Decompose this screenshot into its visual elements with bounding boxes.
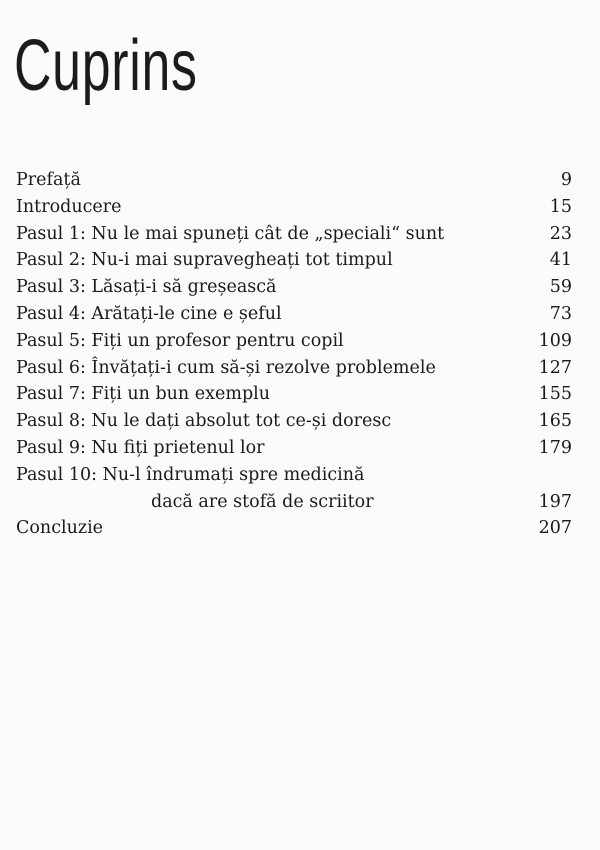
toc-entry-page-number: 179 (538, 437, 572, 458)
toc-entry-page-number: 73 (549, 303, 572, 324)
toc-entry-title: Pasul 3: Lăsați-i să greșească (16, 277, 277, 298)
toc-entry-title: Pasul 2: Nu-i mai supravegheați tot timpul (16, 250, 393, 271)
toc-entry-title: Pasul 4: Arătați-le cine e șeful (16, 303, 282, 324)
toc-entry-title: Pasul 5: Fiți un profesor pentru copil (16, 330, 344, 351)
toc-entry-page-number: 15 (549, 196, 572, 217)
toc-entry (16, 301, 572, 328)
toc-entry-title: Concluzie (16, 518, 104, 539)
toc-entry (16, 194, 572, 221)
toc-entry-title-continuation: dacă are stofă de scriitor (151, 491, 374, 512)
toc-entry-title: Pasul 6: Învățați-i cum să-și rezolve problemele (16, 357, 436, 378)
toc-entry (16, 408, 572, 435)
toc-entry-page-number: 197 (538, 491, 572, 512)
toc-entry (16, 462, 572, 516)
toc-entry-title: Pasul 7: Fiți un bun exemplu (16, 384, 271, 405)
toc-entry-title: Introducere (16, 196, 122, 217)
toc-entry (16, 381, 572, 408)
toc-entry-title: Pasul 8: Nu le dați absolut tot ce-și doresc (16, 411, 392, 432)
toc-entry-title: Pasul 1: Nu le mai spuneți cât de „speciali“ sunt (16, 223, 445, 244)
toc-entry-page-number: 59 (549, 277, 572, 298)
toc-entry-page-number: 23 (549, 223, 572, 244)
toc-entry (16, 274, 572, 301)
toc-entry-page-number: 165 (538, 411, 572, 432)
toc-entry-title: Pasul 10: Nu-l îndrumați spre medicină (16, 464, 365, 485)
toc-entry (16, 435, 572, 462)
toc-entry-page-number: 207 (538, 518, 572, 539)
toc-entry-page-number: 127 (538, 357, 572, 378)
toc-entry (16, 355, 572, 382)
toc-entry (16, 515, 572, 542)
toc-entry (16, 247, 572, 274)
toc-entry-page-number: 41 (549, 250, 572, 271)
toc-entry-page-number: 155 (538, 384, 572, 405)
table-of-contents (16, 167, 572, 542)
toc-entry (16, 167, 572, 194)
toc-entry-page-number: 9 (560, 170, 572, 190)
page-title: Cuprins (14, 26, 198, 106)
toc-entry-page-number: 109 (538, 330, 572, 351)
toc-entry-title: Prefață (16, 170, 81, 190)
toc-entry (16, 328, 572, 355)
toc-entry-title: Pasul 9: Nu fiți prietenul lor (16, 437, 265, 458)
toc-entry (16, 221, 572, 248)
